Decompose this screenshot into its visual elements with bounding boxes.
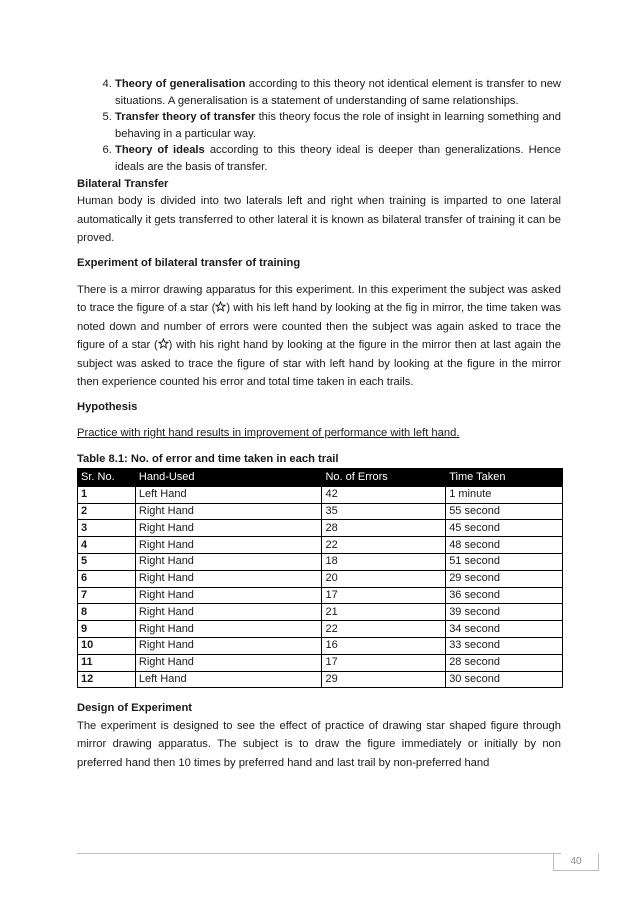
table-cell: 42 xyxy=(322,486,446,503)
table-cell: 3 xyxy=(78,520,136,537)
table-cell: Right Hand xyxy=(135,503,322,520)
column-header: Hand-Used xyxy=(135,469,322,487)
results-table xyxy=(77,468,563,688)
theory-text: this theory focus the role of insight in learning something and behaving in a particular way. xyxy=(115,111,561,140)
table-cell: 17 xyxy=(322,587,446,604)
table-cell: 29 second xyxy=(446,570,563,587)
table-cell: Right Hand xyxy=(135,553,322,570)
table-cell: 30 second xyxy=(446,671,563,688)
table-cell: 17 xyxy=(322,654,446,671)
table-cell: 33 second xyxy=(446,637,563,654)
experiment-heading: Experiment of bilateral transfer of training xyxy=(77,257,301,270)
table-cell: Left Hand xyxy=(135,486,322,503)
table-cell: 9 xyxy=(78,621,136,638)
theory-term: Theory of generalisation xyxy=(115,78,246,90)
theory-term: Transfer theory of transfer xyxy=(115,111,256,124)
theory-term: Theory of ideals xyxy=(115,144,205,157)
table-row xyxy=(78,621,563,638)
table-cell: 55 second xyxy=(446,503,563,520)
table-row xyxy=(78,503,563,520)
table-cell: 1 minute xyxy=(446,486,563,503)
table-cell: 22 xyxy=(322,621,446,638)
table-cell: 51 second xyxy=(446,553,563,570)
table-cell: Right Hand xyxy=(135,621,322,638)
table-cell: 2 xyxy=(78,503,136,520)
table-cell: 21 xyxy=(322,604,446,621)
table-cell: 8 xyxy=(78,604,136,621)
bilateral-paragraph: Human body is divided into two laterals left and right when training is imparted to one lateral automatically it gets transferred to other lateral it is known as bilateral transfer of training it can be proved. xyxy=(77,195,561,244)
theory-item xyxy=(115,76,561,109)
star-icon xyxy=(158,338,169,349)
table-row xyxy=(78,671,563,688)
theory-text: according to this theory ideal is deeper than generalizations. Hence ideals are the basis of transfer. xyxy=(115,144,561,173)
table-cell: 28 xyxy=(322,520,446,537)
table-cell: 5 xyxy=(78,553,136,570)
hypothesis-statement: Practice with right hand results in improvement of performance with left hand. xyxy=(77,427,460,439)
theory-text: according to this theory not identical element is transfer to new situations. A generalisation is a statement of understanding of same relationships. xyxy=(115,78,561,107)
page-content xyxy=(77,76,561,772)
table-cell: 18 xyxy=(322,553,446,570)
table-row xyxy=(78,654,563,671)
table-cell: 6 xyxy=(78,570,136,587)
table-cell: Right Hand xyxy=(135,520,322,537)
table-cell: 39 second xyxy=(446,604,563,621)
column-header: Sr. No. xyxy=(78,469,136,487)
table-row xyxy=(78,637,563,654)
table-cell: 16 xyxy=(322,637,446,654)
theory-item xyxy=(115,109,561,142)
table-cell: 7 xyxy=(78,587,136,604)
theory-item xyxy=(115,142,561,175)
column-header: No. of Errors xyxy=(322,469,446,487)
table-cell: Right Hand xyxy=(135,604,322,621)
table-row xyxy=(78,604,563,621)
table-cell: 45 second xyxy=(446,520,563,537)
table-cell: Left Hand xyxy=(135,671,322,688)
experiment-paragraph: There is a mirror drawing apparatus for this experiment. In this experiment the subject was asked to trace the figure of a star ( ) with his left hand by looking at the fig in mirror, the time taken was noted down and number of errors were counted then the subject was again asked to trace the figure of a star ( ) with his right hand by looking at the figure in the mirror then at last again the subject was asked to trace the figure of star with left hand by looking at the figure in the mirror then experience counted his error and total time taken in each trails. xyxy=(77,283,561,388)
table-cell: Right Hand xyxy=(135,537,322,554)
star-icon xyxy=(215,301,226,312)
table-row xyxy=(78,587,563,604)
table-cell: 22 xyxy=(322,537,446,554)
design-heading: Design of Experiment xyxy=(77,702,193,715)
table-cell: 35 xyxy=(322,503,446,520)
table-cell: Right Hand xyxy=(135,570,322,587)
theories-list xyxy=(77,76,561,176)
page-number: 40 xyxy=(553,853,599,871)
table-cell: 48 second xyxy=(446,537,563,554)
table-cell: 11 xyxy=(78,654,136,671)
table-cell: 28 second xyxy=(446,654,563,671)
table-cell: 4 xyxy=(78,537,136,554)
table-row xyxy=(78,520,563,537)
design-paragraph: The experiment is designed to see the effect of practice of drawing star shaped figure through mirror drawing apparatus. The subject is to draw the figure immediately or initially by non preferred hand then 10 times by preferred hand and last trail by non-preferred hand xyxy=(77,719,561,769)
table-cell: Right Hand xyxy=(135,637,322,654)
table-row xyxy=(78,570,563,587)
table-caption: Table 8.1: No. of error and time taken in each trail xyxy=(77,452,339,465)
table-row xyxy=(78,537,563,554)
table-row xyxy=(78,486,563,503)
table-cell: Right Hand xyxy=(135,587,322,604)
table-cell: Right Hand xyxy=(135,654,322,671)
hypothesis-heading: Hypothesis xyxy=(77,401,138,414)
table-cell: 10 xyxy=(78,637,136,654)
table-row xyxy=(78,553,563,570)
table-cell: 1 xyxy=(78,486,136,503)
column-header: Time Taken xyxy=(446,469,563,487)
footer-divider xyxy=(77,853,561,854)
table-header-row xyxy=(78,469,563,487)
table-cell: 34 second xyxy=(446,621,563,638)
table-cell: 12 xyxy=(78,671,136,688)
bilateral-heading: Bilateral Transfer xyxy=(77,177,169,190)
table-cell: 20 xyxy=(322,570,446,587)
table-cell: 29 xyxy=(322,671,446,688)
table-cell: 36 second xyxy=(446,587,563,604)
